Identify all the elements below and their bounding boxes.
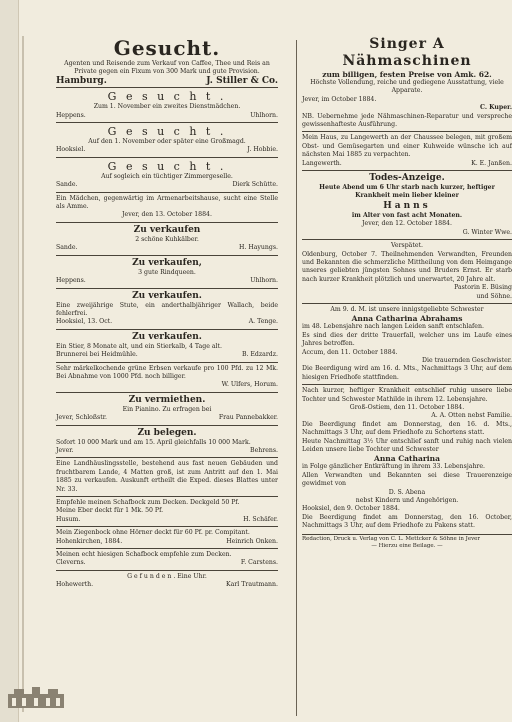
- schafbock2-sign: Cleverns. F. Carstens.: [56, 559, 278, 567]
- verkauf4-text: Ein Stier, 8 Monate alt, und ein Stierkalb, 4 Tage alt.: [56, 342, 222, 350]
- maedchen-date: Jever, den 13. October 1884.: [122, 211, 212, 219]
- page-edge: [0, 0, 19, 722]
- singer-text: Höchste Vollendung, reiche und gediegene Ausstattung, viele Apparate.: [310, 79, 504, 95]
- verkauf1-text: 2 schöne Kuhkälber.: [135, 235, 199, 243]
- divider: [56, 425, 278, 426]
- divider: [56, 457, 278, 458]
- todes3-date: Accum, den 11. October 1884.: [302, 348, 398, 356]
- vermiethen-text: Ein Pianino. Zu erfragen bei: [122, 405, 212, 413]
- gesucht-main-sign: Hamburg. J. Stiller & Co.: [56, 75, 278, 86]
- todes5-person: Anna Catharina: [374, 454, 440, 464]
- erbsen-text: Sehr märkelkochende grüne Erbsen verkaufe pro 100 Pfd. zu 12 Mk. Bei Abnahme von 1000 Pfd. noch billiger.: [56, 364, 278, 380]
- todes5-text: in Folge gänzlicher Entkräftung in ihrem 33. Lebensjahre.: [302, 463, 486, 471]
- todes4-date: Groß-Ostiem, den 11. October 1884.: [349, 404, 465, 411]
- ziegenbock-text: Mein Ziegenbock ohne Hörner deckt für 60 Pf. pr. Compitant.: [56, 529, 250, 537]
- todes4-text2: Die Beerdigung findet am Donnerstag, den 16. d. Mts., Nachmittags 3 Uhr, auf dem Friedhofe zu Schortens statt.: [302, 420, 512, 437]
- todes4-name: A. A. Otten nebst Familie.: [431, 412, 512, 420]
- divider: [56, 157, 278, 158]
- gesucht-main-title: Gesucht.: [113, 36, 221, 60]
- gesucht1-text: Zum 1. November ein zweites Dienstmädchen.: [93, 103, 241, 111]
- maedchen-text: Ein Mädchen, gegenwärtig im Armenarbeitshause, sucht eine Stelle als Amme.: [56, 194, 278, 211]
- todes1-age: im Alter von fast acht Monaten.: [351, 211, 463, 219]
- todes5-text2: Allen Verwandten und Bekannten sei diese Trauerenzeige gewidmet von: [302, 471, 512, 488]
- belegen-title: Zu belegen.: [137, 427, 197, 438]
- singer-date: Jever, im October 1884.: [302, 95, 377, 103]
- right-column: [302, 36, 512, 550]
- gesucht1-sign: Heppens. Uhlhorn.: [56, 111, 278, 119]
- divider: [56, 526, 278, 527]
- divider: [56, 329, 278, 330]
- todes1-name: G. Winter Wwe.: [462, 228, 512, 236]
- divider: [56, 122, 278, 123]
- erbsen-name: W. Ulfers, Horum.: [221, 381, 278, 389]
- gesucht2-title: G e s u c h t .: [107, 125, 227, 139]
- divider: [56, 222, 278, 223]
- verkauf3-text: Eine zweijährige Stute, ein anderthalbjähriger Wallach, beide fehlerfrei.: [56, 301, 278, 317]
- divider: [302, 239, 512, 240]
- belegen-sign: Jever. Behrens.: [56, 446, 278, 454]
- gesucht2-sign: Hooksiel. J. Hobbie.: [56, 146, 278, 154]
- singer-sub: zum billigen, festen Preise von Amk. 62.: [322, 70, 492, 79]
- divider: [56, 255, 278, 256]
- imprint-line: Redaction, Druck u. Verlag von C. L. Mettcker & Söhne in Jever: [302, 535, 481, 542]
- todes1-date: Jever, den 12. October 1884.: [362, 220, 452, 228]
- todes3-text2: im 48. Lebensjahre nach langen Leiden sanft entschlafen.: [302, 323, 484, 331]
- verkauf1-title: Zu verkaufen: [133, 224, 201, 235]
- divider: [302, 303, 512, 304]
- todes3-name: Die trauernden Geschwister.: [422, 356, 512, 364]
- todes4-text3: Heute Nachmittag 3½ Uhr entschlief sanft und ruhig nach vielen Leiden unsere liebe Tochter und Schwester: [302, 437, 512, 454]
- todes2-text: Oldenburg, October 7. Theilnehmenden Verwandten, Freunden und Bekannten die schmerzliche Mittheilung von dem Heimgange unseres geliebten jüngsten Sohnes und Bruders Ernst. Er starb nach kurzer Krankheit plötzlich und unerwartet, 20 Jahre alt.: [302, 250, 512, 283]
- divider: [56, 87, 278, 88]
- todes3-text: Am 9. d. M. ist unsere innigstgeliebte Schwester: [330, 305, 484, 313]
- vermiethen-sign: Jever, Schloßstr. Frau Pannebakker.: [56, 414, 278, 422]
- todes3-text3: Es sind dies der dritte Trauerfall, welcher uns im Laufe eines Jahres betroffen.: [302, 331, 512, 348]
- divider: [56, 392, 278, 393]
- schafbock-text2: Meine Eber deckt für 1 Mk. 50 Pf.: [56, 507, 164, 515]
- todes3-text4: Die Beerdigung wird am 16. d. Mts., Nachmittags 3 Uhr, auf dem hiesigen Friedhofe stattfinden.: [302, 365, 512, 381]
- left-column: [56, 36, 278, 590]
- divider: [56, 570, 278, 571]
- gesucht3-text: Auf sogleich ein tüchtiger Zimmergeselle.: [101, 172, 233, 180]
- divider: [56, 192, 278, 193]
- belegen-text: Sofort 10 000 Mark und am 15. April gleichfalls 10 000 Mark.: [56, 438, 251, 446]
- divider: [56, 496, 278, 497]
- gesucht2-text: Auf den 1. November oder später eine Großmagd.: [88, 138, 246, 146]
- todes5-text3: Die Beerdigung findet am Donnerstag, den 16. October, Nachmittags 3 Uhr, auf dem Friedhofe zu Pakens statt.: [302, 513, 512, 530]
- verkauf2-sign: Heppens. Uhlhorn.: [56, 277, 278, 285]
- todes5-name2: nebst Kindern und Angehörigen.: [355, 497, 459, 505]
- ziegenbock-sign: Hohenkirchen, 1884. Heinrich Onken.: [56, 537, 278, 545]
- schafbock-text: Empfehle meinen Schafbock zum Decken. Deckgeld 50 Pf.: [56, 499, 240, 506]
- newspaper-page: [20, 28, 512, 708]
- divider: [56, 362, 278, 363]
- todes5-date: Hooksiel, den 9. October 1884.: [302, 505, 400, 513]
- haus-text: Mein Haus, zu Langewerth an der Chaussee belegen, mit großem Obst- und Gemüsegarten und einer Kuhweide wünsche ich auf nächsten Mai 1885 zu verpachten.: [302, 134, 512, 159]
- verkauf3-sign: Hooksiel, 13. Oct. A. Tenge.: [56, 318, 278, 326]
- divider: [302, 170, 512, 171]
- schafbock-sign: Husum. H. Schäfer.: [56, 515, 278, 523]
- column-divider: [296, 40, 297, 716]
- vermiethen-title: Zu vermiethen.: [128, 394, 206, 405]
- verkauf4-title: Zu verkaufen.: [132, 331, 202, 342]
- margin-rule: [22, 36, 29, 712]
- verkauf3-title: Zu verkaufen.: [132, 290, 202, 301]
- todes4-text: Nach kurzer, heftiger Krankheit entschlief ruhig unsere liebe Tochter und Schwester Mathilde in ihrem 12. Lebensjahre.: [302, 387, 512, 403]
- divider: [56, 548, 278, 549]
- divider: [302, 384, 512, 385]
- todes5-name: D. S. Abena: [388, 488, 426, 496]
- divider: [56, 288, 278, 289]
- building-stamp-icon: [6, 686, 66, 710]
- todes3-person: Anna Catharina Abrahams: [351, 314, 463, 324]
- verkauf2-text: 3 gute Rindqueen.: [138, 268, 196, 276]
- todes2-name: Pastorin E. Büsing: [454, 284, 512, 292]
- gesucht3-title: G e s u c h t .: [107, 159, 227, 173]
- singer-title: Singer A Nähmaschinen: [342, 36, 472, 69]
- divider: [302, 131, 512, 132]
- gesucht1-title: G e s u c h t .: [107, 90, 227, 104]
- todes1-title: Todes-Anzeige.: [369, 173, 445, 184]
- gesucht-main-text: Agenten und Reisende zum Verkauf von Caffee, Thee und Reis an Private gegen ein Fixum von 300 Mark und gute Provision.: [64, 60, 270, 76]
- schafbock2-text: Meinen echt hiesigen Schafbock empfehle zum Decken.: [56, 551, 232, 559]
- gesucht3-sign: Sande. Dierk Schütte.: [56, 181, 278, 189]
- todes1-text: Heute Abend um 6 Uhr starb nach kurzer, heftiger Krankheit mein lieber kleiner: [319, 184, 495, 200]
- imprint: [302, 534, 512, 550]
- uhr-sign: Hohewerth. Karl Trautmann.: [56, 581, 278, 589]
- todes1-child: Hanns: [383, 200, 431, 211]
- nb-text: NB. Uebernehme jede Nähmaschinen-Reparatur und verspreche gewissenhafteste Ausführung.: [302, 112, 512, 129]
- supplement-note: — Hierzu eine Beilage. —: [371, 542, 443, 549]
- todes2-name2: und Söhne.: [476, 292, 512, 300]
- verkauf4-sign: Brunnerei bei Heidmühle. B. Edzardz.: [56, 351, 278, 359]
- verkauf2-title: Zu verkaufen,: [132, 257, 202, 268]
- landstelle-text: Eine Landhäuslingsstelle, bestehend aus fast neuen Gebäuden und fruchtbarem Lande, 4 Matten groß, ist zum Antritt auf den 1. Mai 1885 zu verkaufen. Auskunft ertheilt die Exped. dieses Blattes unter Nr. 33.: [56, 460, 278, 493]
- haus-sign: Langewerth. K. E. Janßen.: [302, 159, 512, 167]
- singer-name: C. Kuper.: [480, 104, 512, 112]
- todes2-head: Verspätet.: [391, 242, 423, 250]
- uhr-text: G e f u n d e n . Eine Uhr.: [127, 572, 207, 580]
- verkauf1-sign: Sande. H. Hayungs.: [56, 244, 278, 252]
